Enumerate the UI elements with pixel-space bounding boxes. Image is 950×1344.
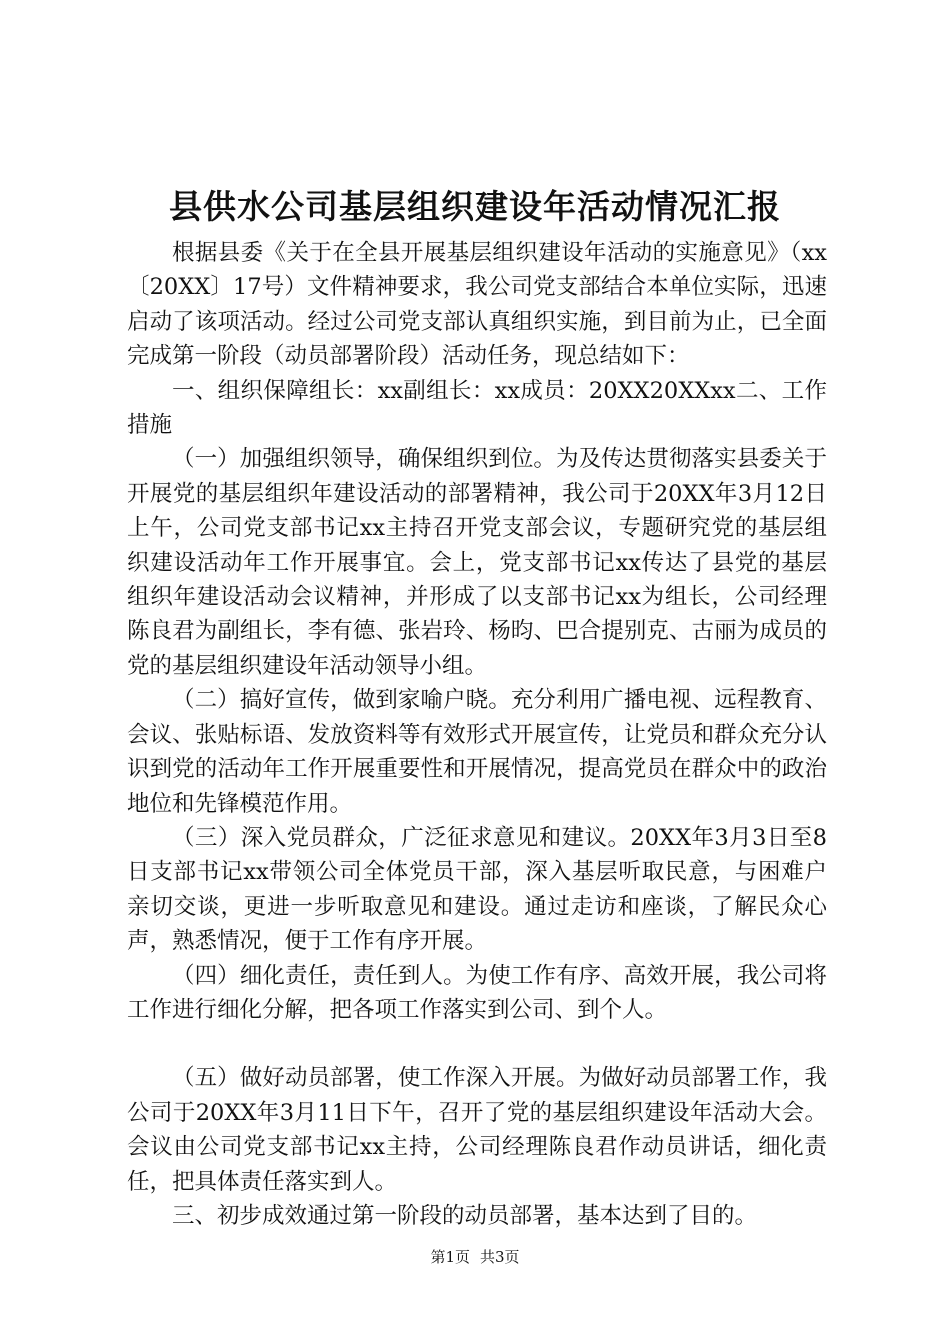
- section-organization-paragraph: 一、组织保障组长：xx副组长：xx成员：20XX20XXxx二、工作措施: [127, 377, 827, 439]
- measure-4-paragraph: （四）细化责任，责任到人。为使工作有序、高效开展，我公司将工作进行细化分解，把各项工作落实到公司、到个人。: [127, 962, 827, 1023]
- page-footer: [0, 1247, 950, 1267]
- page-number: 第1页: [430, 1248, 470, 1266]
- section-results-paragraph: 三、初步成效通过第一阶段的动员部署，基本达到了目的。: [172, 1202, 758, 1229]
- document-title: 县供水公司基层组织建设年活动情况汇报: [169, 187, 781, 226]
- page-total: 共3页: [480, 1248, 520, 1266]
- intro-paragraph: 根据县委《关于在全县开展基层组织建设年活动的实施意见》（xx〔20XX〕17号）文件精神要求，我公司党支部结合本单位实际，迅速启动了该项活动。经过公司党支部认真组织实施，到目前为止，已全面完成第一阶段（动员部署阶段）活动任务，现总结如下：: [127, 240, 827, 370]
- measure-5-paragraph: （五）做好动员部署，使工作深入开展。为做好动员部署工作，我公司于20XX年3月11日下午，召开了党的基层组织建设年活动大会。会议由公司党支部书记xx主持，公司经理陈良君作动员讲话，细化责任，把具体责任落实到人。: [127, 1065, 827, 1195]
- measure-2-paragraph: （二）搞好宣传，做到家喻户晓。充分利用广播电视、远程教育、会议、张贴标语、发放资料等有效形式开展宣传，让党员和群众充分认识到党的活动年工作开展重要性和开展情况，提高党员在群众中的政治地位和先锋模范作用。: [127, 687, 827, 817]
- measure-1-paragraph: （一）加强组织领导，确保组织到位。为及传达贯彻落实县委关于开展党的基层组织年建设活动的部署精神，我公司于20XX年3月12日上午，公司党支部书记xx主持召开党支部会议，专题研究党的基层组织建设活动年工作开展事宜。会上，党支部书记xx传达了县党的基层组织年建设活动会议精神，并形成了以支部书记xx为组长，公司经理陈良君为副组长，李有德、张岩玲、杨昀、巴合提别克、古丽为成员的党的基层组织建设年活动领导小组。: [127, 446, 827, 679]
- measure-3-paragraph: （三）深入党员群众，广泛征求意见和建议。20XX年3月3日至8日支部书记xx带领公司全体党员干部，深入基层听取民意，与困难户亲切交谈，更进一步听取意见和建设。通过走访和座谈，了解民众心声，熟悉情况，便于工作有序开展。: [127, 824, 827, 955]
- document-body: [127, 236, 827, 1233]
